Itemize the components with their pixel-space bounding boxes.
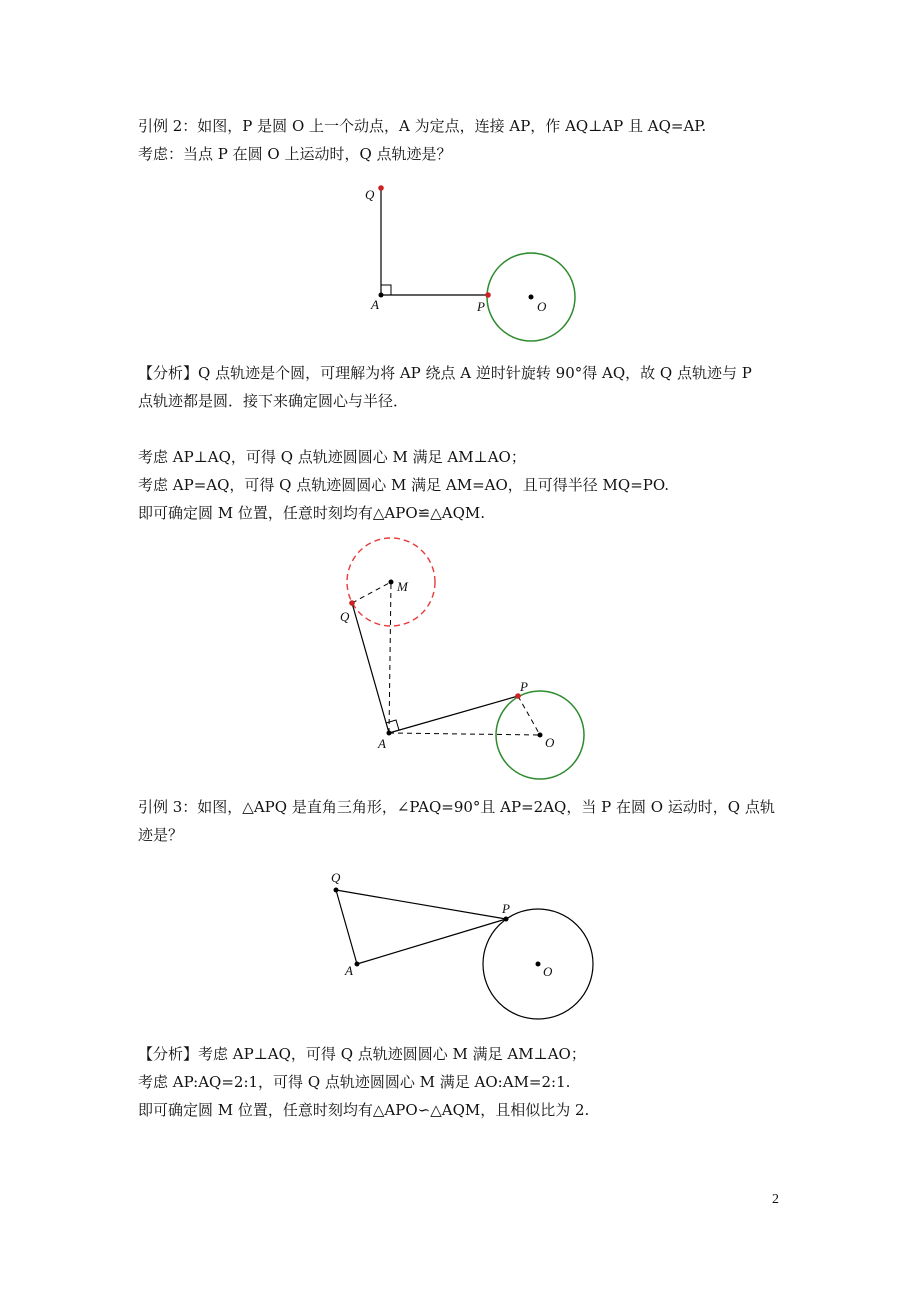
point-A (387, 731, 392, 736)
figure-2 (0, 530, 920, 790)
point-M (389, 580, 394, 585)
label-Q: Q (365, 187, 375, 202)
point-P (485, 292, 491, 298)
figure-3 (0, 860, 920, 1020)
segment-QA (336, 890, 357, 964)
point-P (515, 693, 521, 699)
analysis2-line4: 考虑 AP=AQ，可得 Q 点轨迹圆圆心 M 满足 AM=AO，且可得半径 MQ=PO. (138, 476, 670, 494)
example2-text-line2: 考虑：当点 P 在圆 O 上运动时，Q 点轨迹是？ (138, 145, 452, 163)
label-Q: Q (340, 609, 350, 624)
label-Q: Q (331, 870, 341, 885)
point-O (536, 962, 541, 967)
analysis3-line2: 考虑 AP:AQ=2:1，可得 Q 点轨迹圆圆心 M 满足 AO:AM=2:1. (138, 1073, 571, 1091)
segment-QM (352, 582, 391, 603)
point-O (529, 295, 534, 300)
segment-AQ (352, 603, 389, 733)
label-A: A (378, 736, 386, 751)
label-M: M (397, 579, 408, 594)
analysis3-line1: 【分析】考虑 AP⊥AQ，可得 Q 点轨迹圆圆心 M 满足 AM⊥AO； (138, 1045, 586, 1063)
analysis2-para1-line2: 点轨迹都是圆．接下来确定圆心与半径． (138, 392, 409, 410)
label-O: O (545, 735, 555, 750)
analysis2-para1-line1: 【分析】Q 点轨迹是个圆，可理解为将 AP 绕点 A 逆时针旋转 90°得 AQ，故 Q 点轨迹与 P (138, 364, 752, 382)
label-A: A (371, 297, 379, 312)
label-O: O (543, 964, 553, 979)
segment-AO (389, 733, 540, 735)
point-O (538, 733, 543, 738)
analysis2-line5: 即可确定圆 M 位置，任意时刻均有△APO≌△AQM. (138, 504, 486, 522)
segment-QP (336, 890, 506, 919)
segment-AM (389, 582, 391, 733)
label-P: P (502, 901, 510, 916)
segment-PO (518, 696, 540, 735)
example2-text-line1: 引例 2：如图，P 是圆 O 上一个动点，A 为定点，连接 AP，作 AQ⊥AP 且 AQ=AP. (138, 117, 707, 135)
figure-1 (0, 0, 920, 360)
point-P (504, 917, 509, 922)
segment-AP (389, 696, 518, 733)
point-A (355, 962, 360, 967)
label-O: O (537, 299, 547, 314)
example3-text-line1: 引例 3：如图，△APQ 是直角三角形，∠PAQ=90°且 AP=2AQ，当 P 在圆 O 运动时，Q 点轨 (138, 798, 775, 816)
page-number: 2 (772, 1192, 779, 1207)
analysis2-line3: 考虑 AP⊥AQ，可得 Q 点轨迹圆圆心 M 满足 AM⊥AO； (138, 448, 526, 466)
label-P: P (520, 679, 528, 694)
point-Q (378, 185, 384, 191)
example3-text-line2: 迹是？ (138, 826, 184, 844)
label-A: A (345, 963, 353, 978)
analysis3-line3: 即可确定圆 M 位置，任意时刻均有△APO∽△AQM，且相似比为 2. (138, 1101, 590, 1119)
point-Q (349, 600, 355, 606)
point-A (379, 293, 384, 298)
label-P: P (477, 299, 485, 314)
point-Q (334, 888, 339, 893)
